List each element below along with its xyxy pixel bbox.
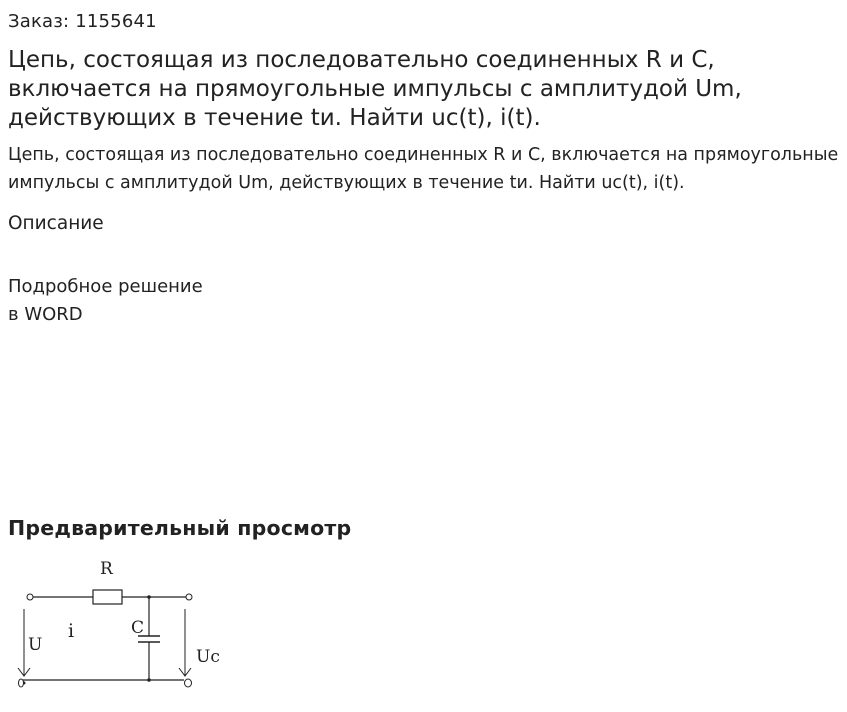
solution-line-1: Подробное решение — [8, 276, 203, 297]
resistor-label: R — [100, 559, 113, 579]
solution-line-2: в WORD — [8, 304, 83, 325]
resistor-symbol — [93, 590, 122, 604]
terminal-bottom-left — [19, 679, 24, 687]
order-number: Заказ: 1155641 — [8, 11, 157, 32]
junction-bottom — [147, 678, 151, 682]
circuit-preview-image — [12, 552, 227, 697]
task-title: Цепь, состоящая из последовательно соединенных R и C, включается на прямоугольные импульсы с амплитудой Um, действующих в течение tи. Найти uc(t), i(t). — [8, 47, 742, 131]
preview-heading: Предварительный просмотр — [8, 516, 352, 540]
description-label: Описание — [8, 213, 104, 234]
voltage-c-label: Uc — [196, 647, 220, 667]
voltage-in-label: U — [28, 635, 43, 655]
current-label: i — [68, 620, 75, 642]
terminal-top-left — [27, 594, 33, 600]
page-content — [0, 10, 847, 329]
terminal-bottom-right — [185, 679, 192, 687]
solution-details — [8, 273, 839, 329]
terminal-top-right — [186, 594, 192, 600]
circuit-diagram — [12, 552, 227, 697]
capacitor-label: C — [131, 618, 145, 638]
task-text: Цепь, состоящая из последовательно соединенных R и C, включается на прямоугольные импульсы с амплитудой Um, действующих в течение tи. Найти uc(t), i(t). — [8, 145, 839, 193]
